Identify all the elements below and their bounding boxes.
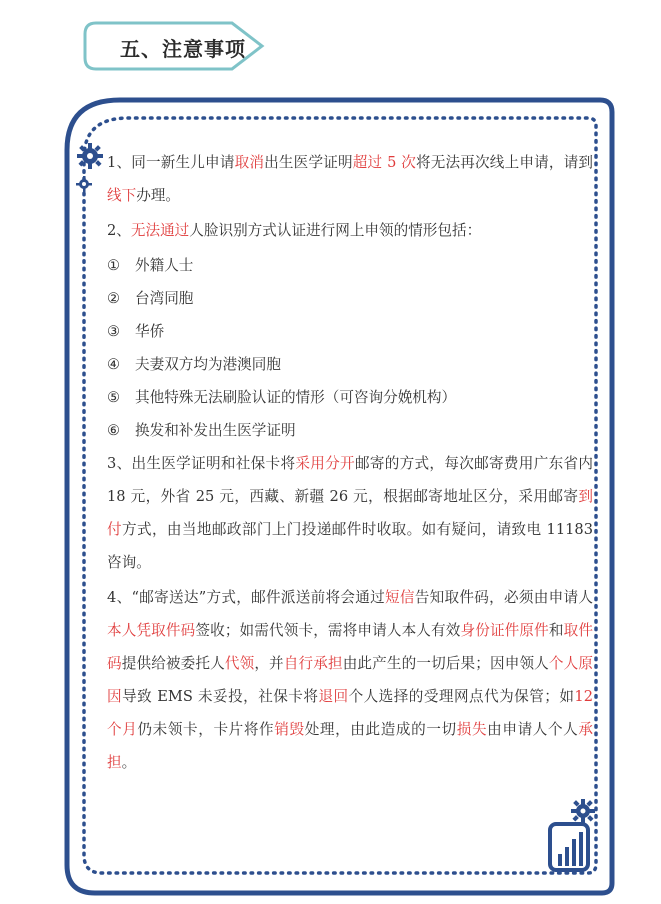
highlight: 代领 [224,655,255,672]
list-item [107,348,593,381]
highlight: 退回 [318,688,349,705]
highlight: 无法通过 [130,222,190,239]
highlight: 本人凭取件码 [107,622,196,639]
list-marker: ① [107,257,121,274]
list-item-text: 夫妻双方均为港澳同胞 [135,356,281,373]
list-item-text: 华侨 [135,323,165,340]
list-item [107,282,593,315]
notice-content [107,146,593,781]
notice-paragraph-2: 2、无法通过人脸识别方式认证进行网上申领的情形包括： [107,222,482,239]
highlight: 线下 [107,187,137,204]
list-marker: ② [107,290,121,307]
notice-paragraph-3: 3、出生医学证明和社保卡将采用分开邮寄的方式，每次邮寄费用广东省内 18 元，外省 25 元，西藏、新疆 26 元，根据邮寄地址区分，采用邮寄到付方式，由当地邮政部门上门投递邮件时收取。如有疑问，请致电 11183 咨询。 [107,455,593,571]
notice-paragraph-4: 4、“邮寄送达”方式，邮件派送前将会通过短信告知取件码，必须由申请人本人凭取件码签收；如需代领卡，需将申请人本人有效身份证件原件和取件码提供给被委托人代领，并自行承担由此产生的一切后果；因申领人个人原因导致 EMS 未妥投，社保卡将退回个人选择的受理网点代为保管；如12 个月仍未领卡，卡片将作销毁处理，由此造成的一切损失由申请人个人承担。 [107,589,593,771]
list-marker: ④ [107,356,121,373]
highlight: 身份证件原件 [460,622,549,639]
highlight: 自行承担 [283,655,343,672]
list-marker: ⑤ [107,389,121,406]
list-item-text: 其他特殊无法刷脸认证的情形（可咨询分娩机构） [135,389,457,406]
gear-icon [76,140,110,200]
list-item-text: 外籍人士 [135,257,194,274]
list-item [107,414,593,447]
list-item [107,315,593,348]
highlight: 个人原因 [107,655,593,705]
highlight: 销毁 [274,721,305,738]
highlight: 短信 [384,589,415,606]
list-marker: ③ [107,323,121,340]
section-title: 五、注意事项 [120,37,246,61]
list-item-text: 台湾同胞 [135,290,194,307]
list-item [107,249,593,282]
highlight: 取消 [234,154,265,171]
highlight: 取件码 [107,622,593,672]
highlight: 12 个月 [107,688,593,738]
highlight: 采用分开 [295,455,355,472]
highlight: 承担 [107,721,593,771]
bar-chart-icon [548,820,594,874]
list-marker: ⑥ [107,422,121,439]
highlight: 超过 5 次 [352,154,416,171]
list-item [107,381,593,414]
notice-paragraph-1: 1、同一新生儿申请取消出生医学证明超过 5 次将无法再次线上申请，请到线下办理。 [107,154,593,204]
highlight: 到付 [107,488,593,538]
highlight: 损失 [456,721,488,738]
list-item-text: 换发和补发出生医学证明 [135,422,296,439]
